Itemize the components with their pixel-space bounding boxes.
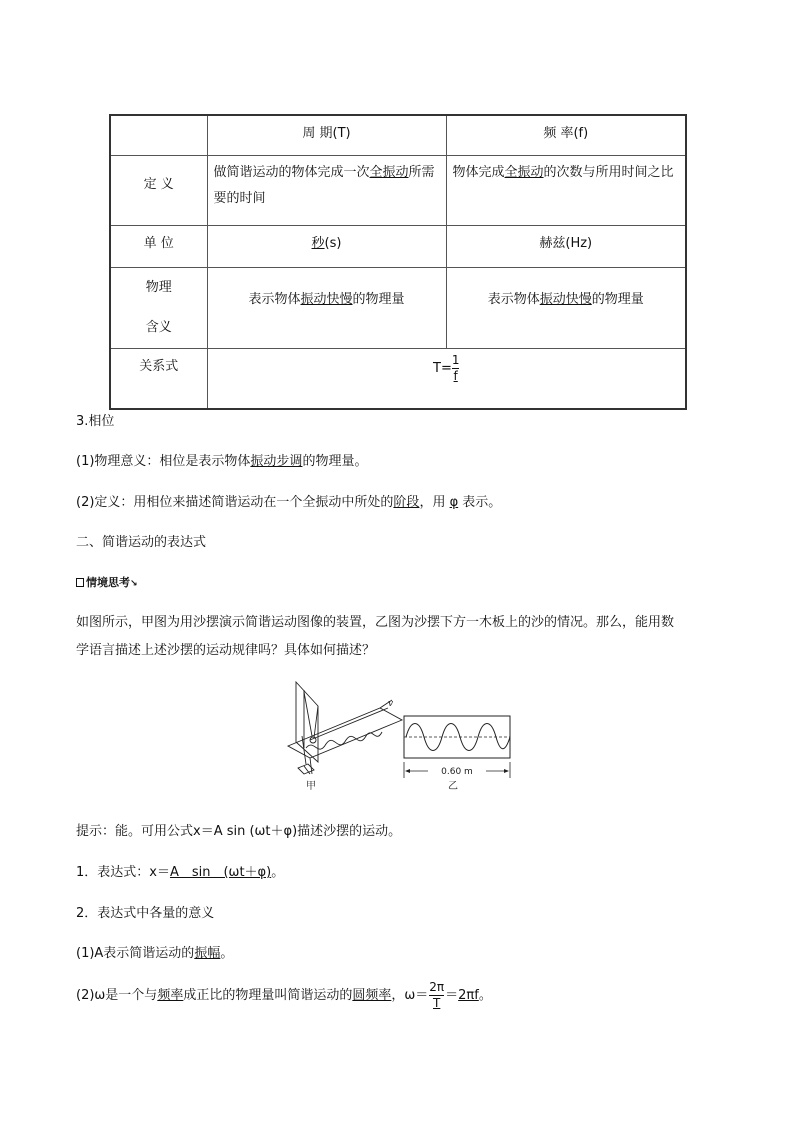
meaning-heading: 2．表达式中各量的意义	[76, 906, 215, 921]
period-unit: 秒(s)	[207, 225, 446, 267]
frequency-definition: 物体完成全振动的次数与所用时间之比	[446, 155, 686, 225]
table-corner-cell	[110, 115, 207, 155]
angular-frequency-item: (2)ω是一个与频率成正比的物理量叫简谐运动的圆频率，ω＝ $\frac{2\pi}{T}$ ＝2πf。	[76, 980, 492, 1010]
header-period: 周 期(T)	[207, 115, 446, 155]
expression-line: 1．表达式：x＝A sin (ωt＋φ)。	[76, 865, 285, 880]
label-jia: 甲	[306, 781, 316, 792]
frequency-meaning: 表示物体振动快慢的物理量	[446, 267, 686, 348]
section-2-heading: 二、简谐运动的表达式	[76, 535, 207, 550]
period-frequency-table	[109, 114, 687, 410]
row-label-relation: 关系式	[110, 348, 207, 409]
scenario-text-line-2: 学语言描述上述沙摆的运动规律吗？具体如何描述？	[76, 643, 376, 658]
apparatus-jia	[288, 682, 402, 774]
row-label-definition: 定 义	[110, 155, 207, 225]
row-label-meaning: 物理 含义	[110, 267, 207, 348]
scenario-badge: 情境思考↘	[76, 574, 138, 590]
frequency-unit: 赫兹(Hz)	[446, 225, 686, 267]
phase-definition: (2)定义：用相位来描述简谐运动在一个全振动中所处的阶段，用 φ 表示。	[76, 495, 502, 510]
row-label-unit: 单 位	[110, 225, 207, 267]
header-frequency: 频 率(f)	[446, 115, 686, 155]
badge-square-icon	[76, 578, 84, 587]
period-meaning: 表示物体振动快慢的物理量	[207, 267, 446, 348]
period-definition: 做简谐运动的物体完成一次全振动所需要的时间	[207, 155, 446, 225]
scenario-text-line-1: 如图所示，甲图为用沙摆演示简谐运动图像的装置，乙图为沙摆下方一木板上的沙的情况。那么，能用数	[76, 615, 675, 630]
hint-text: 提示：能。可用公式x＝A sin (ωt＋φ)描述沙摆的运动。	[76, 824, 402, 839]
phase-meaning: (1)物理意义：相位是表示物体振动步调的物理量。	[76, 454, 368, 469]
amplitude-item: (1)A表示简谐运动的振幅。	[76, 946, 234, 961]
dimension-label: 0.60 m	[441, 767, 473, 777]
label-yi: 乙	[448, 781, 458, 792]
relation-formula: T= $\frac{1}{f}$	[207, 348, 686, 409]
phase-heading: 3.相位	[76, 414, 115, 429]
sand-pendulum-figure	[284, 678, 514, 794]
velocity-label: v	[388, 699, 394, 709]
